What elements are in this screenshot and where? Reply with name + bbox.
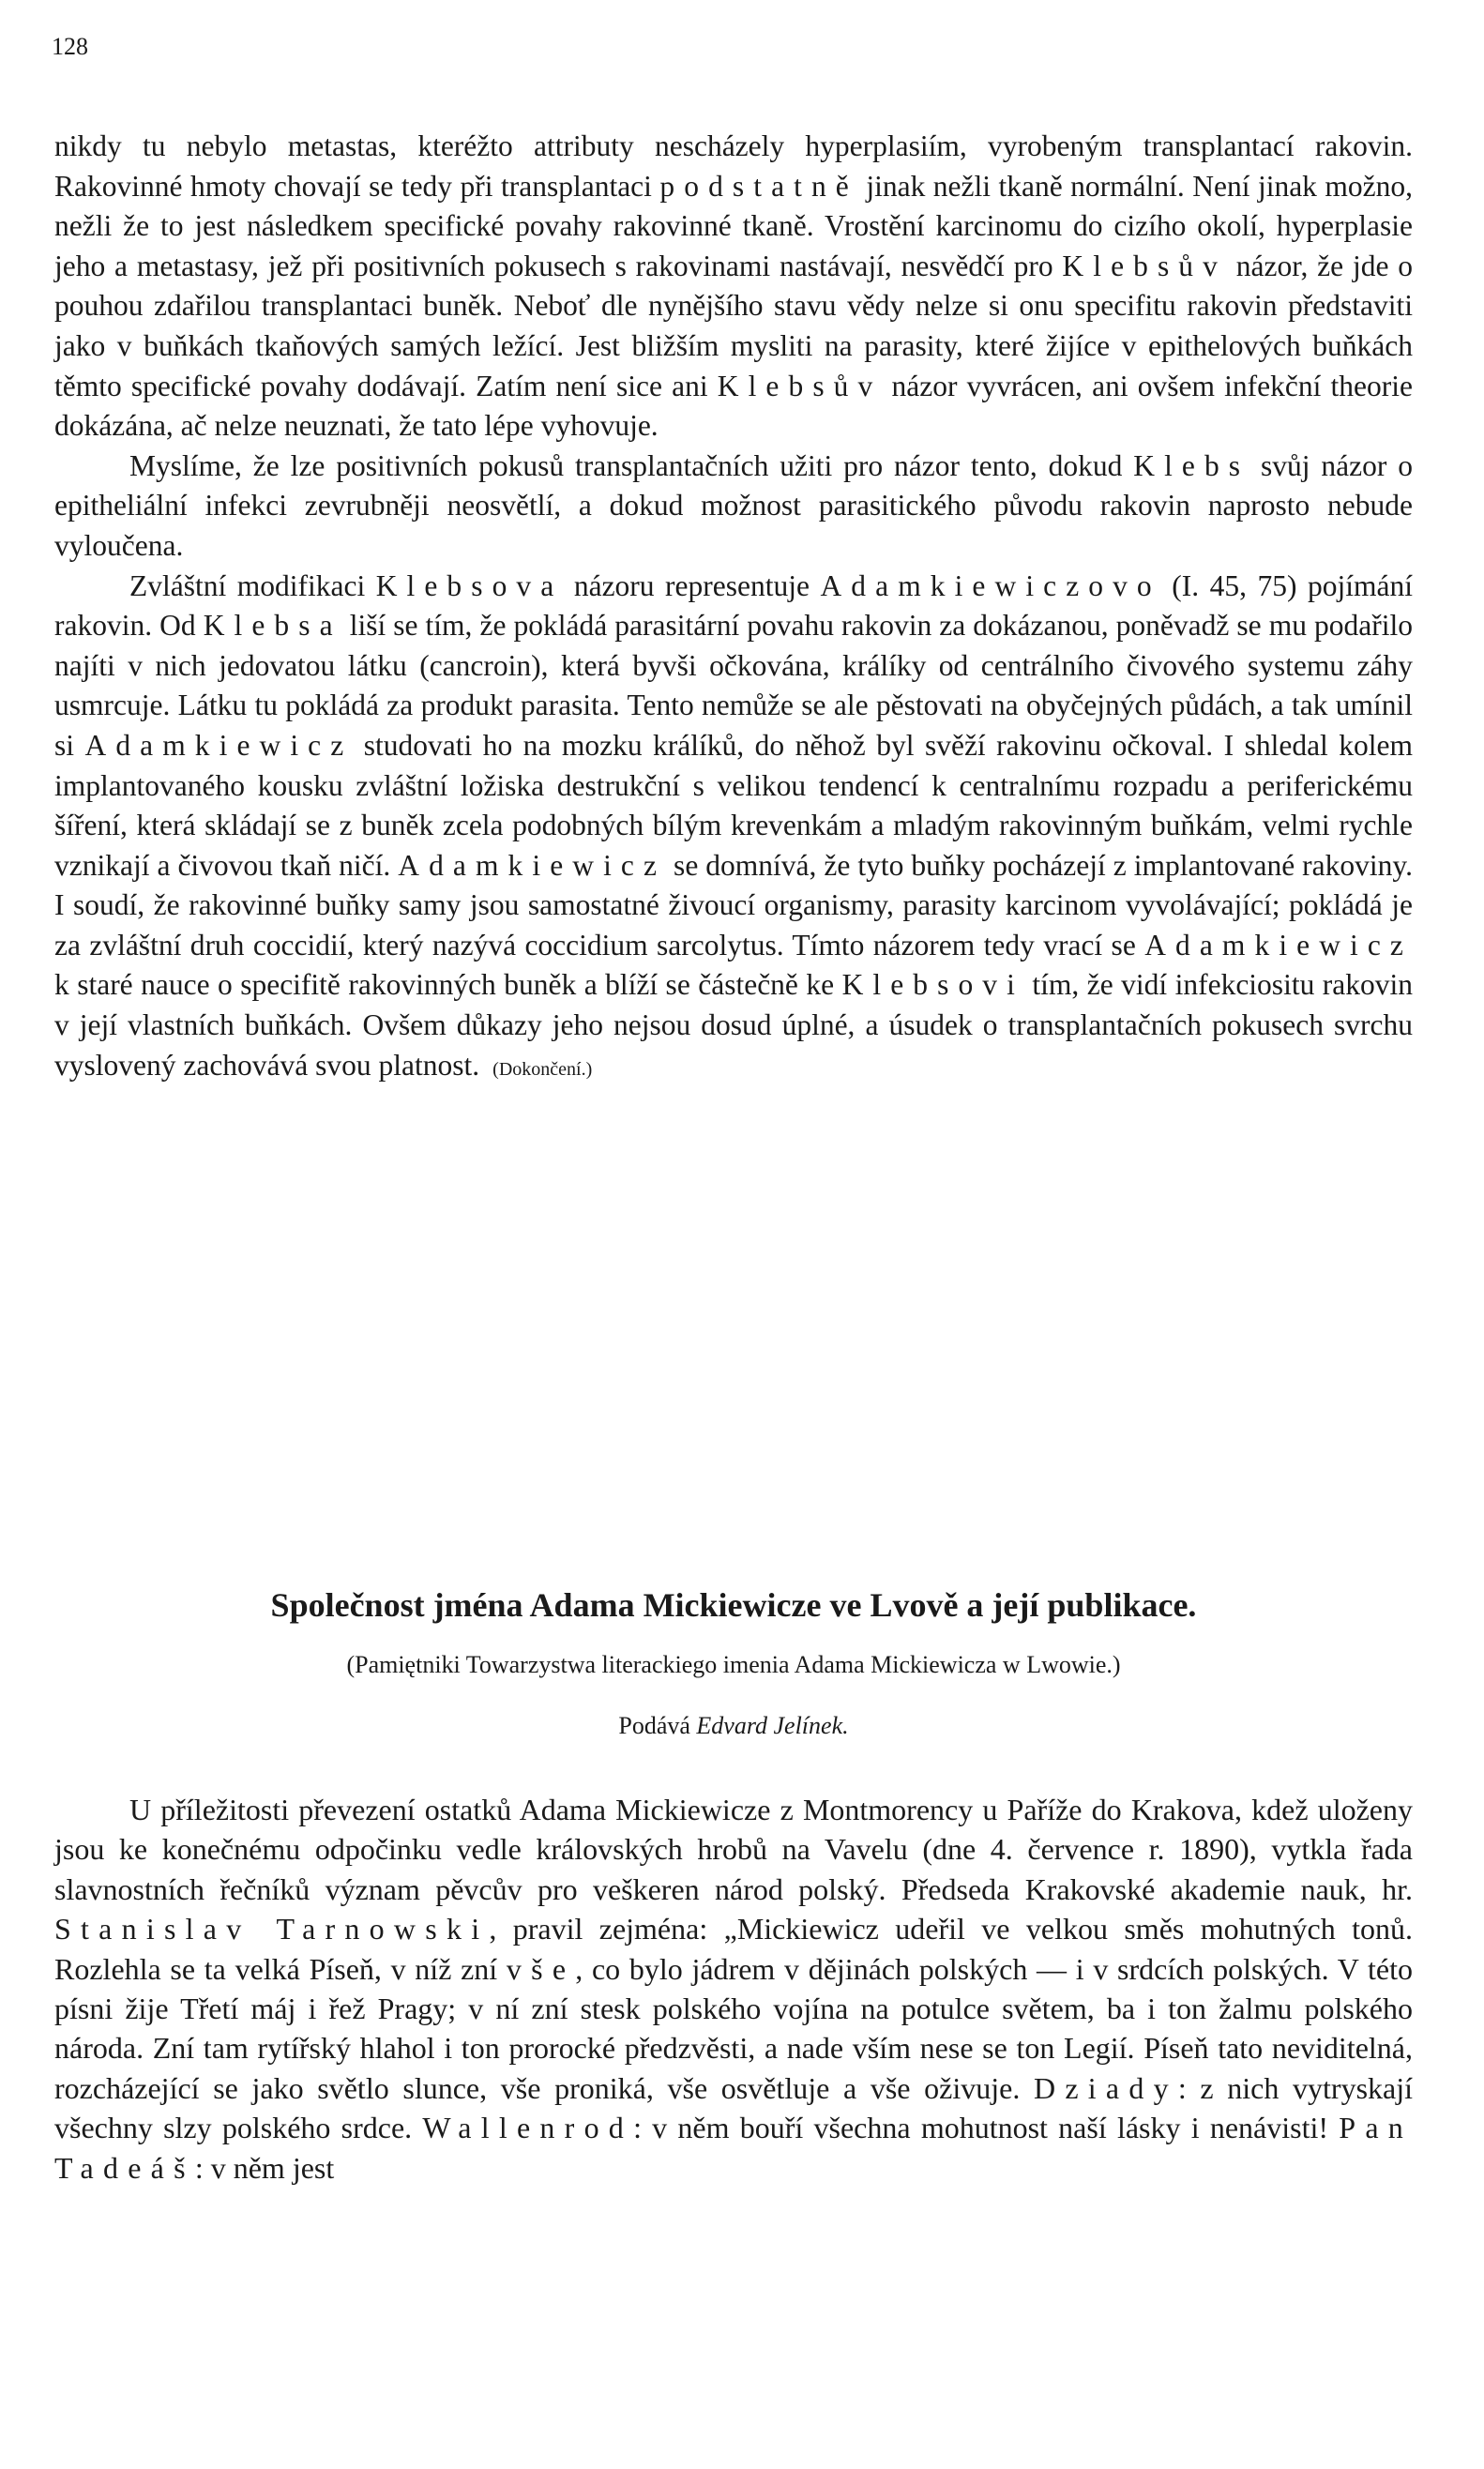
article-title: Společnost jména Adama Mickiewicze ve Lvově a její publikace. [270, 1586, 1197, 1624]
text-run: (I. 45, 75) pojímání rakovin. Od [54, 568, 1413, 643]
spaced-emphasis: Klebsův [1062, 249, 1227, 282]
text-run: se domnívá, že tyto buňky pocházejí z implantované rakoviny. I soudí, že rakovinné buňky samy jsou samostatné živoucí organismy, parasity karcinom vyvolávající; pokládá je za zvláštní druh coccidií, který nazývá coccidium sarcolytus. Tímto názorem tedy vrací se [54, 848, 1413, 962]
spaced-emphasis: Stanislav Tarnowski [54, 1912, 490, 1946]
text-run: Zvláštní modifikaci [129, 568, 376, 602]
spaced-emphasis: Adamkiewicz [84, 728, 354, 762]
paragraph [54, 447, 1413, 567]
spaced-emphasis: podstatně [659, 169, 858, 203]
text-run: názor, že jde o pouhou zdařilou transplantaci buněk. Neboť dle nynějšího stavu vědy nelze si onu specifitu rakovin představiti jako v buňkách tkaňových samých ležící. Jest bližším mysliti na parasity, které žijíce v epithelových buňkách těmto specifické povahy dodávají. Zatím není sice ani [54, 249, 1413, 402]
author-name: Edvard Jelínek. [696, 1712, 849, 1739]
spaced-emphasis: Dziady [1034, 2070, 1178, 2105]
spaced-emphasis: Klebsa [203, 609, 342, 643]
spaced-emphasis: vše [506, 1951, 576, 1986]
spaced-emphasis: Klebsova [375, 568, 564, 602]
concluded-note: (Dokončení.) [492, 1058, 593, 1080]
text-run: jinak nežli tkaně normální. Není jinak možno, nežli že to jest následkem specifické povahy rakovinné tkaně. Vrostění karcinomu do cizího okolí, hyperplasie jeho a metastasy, jež při positivních pokusech s rakovinami nastávají, nesvědčí pro [54, 169, 1414, 282]
text-run: : z nich vytryskají všechny slzy polského srdce. [54, 2070, 1413, 2145]
text-run: U příležitosti převezení ostatků Adama Mickiewicze z Montmorency u Paříže do Krakova, kdež uloženy jsou ke konečnému odpočinku vedle královských hrobů na Vavelu (dne 4. července r. 1890), vytkla řada slavnostních řečníků význam pěvcův pro veškeren národ polský. Předseda Krakovské akademie nauk, hr. [54, 1793, 1413, 1906]
page-number: 128 [52, 33, 88, 60]
paragraph [54, 127, 1413, 447]
byline [54, 1712, 1413, 1740]
spaced-emphasis: Klebs [1133, 448, 1250, 482]
text-run: tím, že vidí infekciositu rakovin v její vlastních buňkách. Ovšem důkazy jeho nejsou dosud úplné, a úsudek o transplantačních pokusech svrchu vyslovený zachovává svou platnost. [54, 968, 1413, 1082]
spaced-emphasis: Pan Tadeáš [54, 2111, 1414, 2185]
spaced-emphasis: Adamkiewiczovo [820, 568, 1161, 602]
article-subtitle: (Pamiętniki Towarzystwa literackiego imenia Adama Mickiewicza w Lwowie.) [346, 1651, 1121, 1678]
spaced-emphasis: Klebsův [717, 369, 883, 402]
text-run: nikdy tu nebylo metastas, kteréžto attributy nescházely hyperplasiím, vyrobeným transplantací rakovin. Rakovinné hmoty chovají se tedy při transplantaci [54, 129, 1413, 203]
spaced-emphasis: Wallenrod [422, 2111, 634, 2145]
previous-article-body [54, 127, 1413, 1089]
paragraph [54, 1790, 1413, 2188]
text-run: liší se tím, že pokládá parasitární povahu rakovin za dokázanou, poněvadž se mu podařilo najíti v nich jedovatou látku (cancroin), která byvši očkována, králíky od centrálního čivového systemu záhy usmrcuje. Látku tu pokládá za produkt parasita. Tento nemůže se ale pěstovati na obyčejných půdách, a tak umínil si [54, 609, 1413, 762]
text-run: k staré nauce o specifitě rakovinných buněk a blíží se částečně ke [54, 968, 842, 1002]
text-run: názoru representuje [563, 568, 821, 602]
text-run: studovati ho na mozku králíků, do něhož byl svěží rakovinu očkoval. I shledal kolem implantovaného kousku zvláštní ložiska destrukční s velikou tendencí k centralnímu rozpadu a periferickému šíření, která skládají se z buněk zcela podobných bílým krevenkám a mladým rakovinným buňkám, velmi rychle vznikají a čivovou tkaň ničí. [54, 728, 1413, 882]
text-run: svůj názor o epitheliální infekci zevrubněji neosvětlí, a dokud možnost parasitického původu rakovin naprosto nebude vyloučena. [54, 448, 1413, 562]
text-run: názor vyvrácen, ani ovšem infekční theorie dokázána, ač nelze neuznati, že tato lépe vyhovuje. [54, 369, 1413, 443]
paragraph [54, 567, 1413, 1090]
byline-prefix: Podává [618, 1712, 690, 1739]
article-body [54, 1790, 1413, 2188]
spaced-emphasis: Adamkiewicz [1144, 928, 1413, 962]
spaced-emphasis: Adamkiewicz [398, 848, 667, 882]
text-run: : v něm jest [194, 2150, 335, 2185]
text-run: , pravil zejména: „Mickiewicz udeřil ve velkou směs mohutných tonů. Rozlehla se ta velká Píseň, v níž zní [54, 1912, 1414, 1986]
spaced-emphasis: Klebsovi [841, 968, 1024, 1002]
text-run: : v něm bouří všechna mohutnost naší lásky i nenávisti! [633, 2111, 1340, 2145]
text-run: , co bylo jádrem v dějinách polských — i v srdcích polských. V této písni žije Třetí máj i řež Pragy; v ní zní stesk polského vojína na potulce světem, ba i ton žalmu polského národa. Zní tam rytířský hlahol i ton prorocké předzvěsti, a nade vším nese se ton Legií. Píseň tato neviditelná, rozcházející se jako světlo slunce, vše proniká, vše osvětluje a vše oživuje. [54, 1951, 1414, 2105]
text-run: Myslíme, že lze positivních pokusů transplantačních užiti pro názor tento, dokud [129, 448, 1134, 482]
